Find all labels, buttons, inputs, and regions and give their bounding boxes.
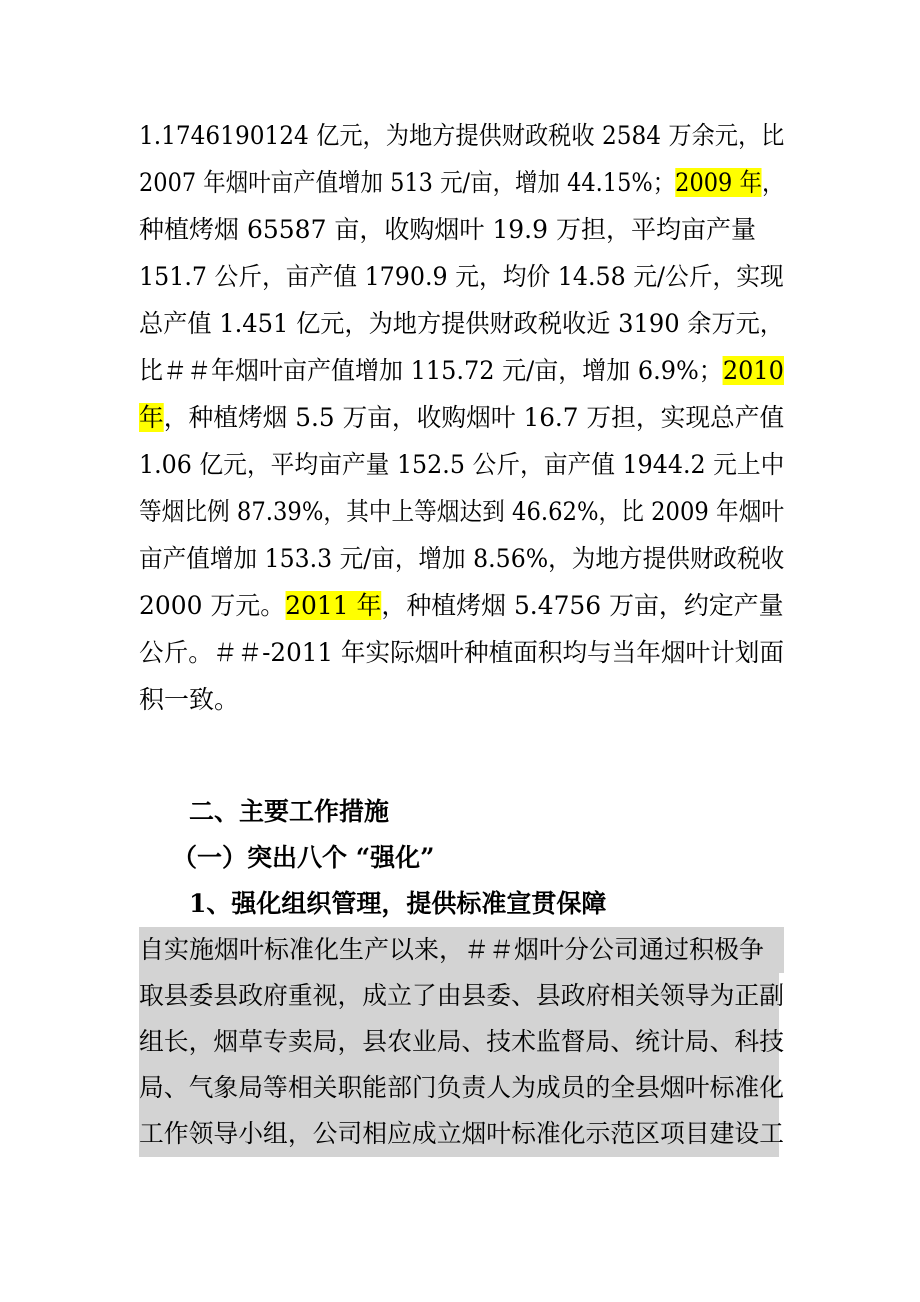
text-line [139,536,784,582]
shaded-text: 局、气象局等相关职能部门负责人为成员的全县烟叶标准化 [139,1065,779,1111]
highlighted-year: 年 [139,403,164,432]
text-segment: 等烟比例 87.39%，其中上等烟达到 46.62%，比 2009 年烟叶 [139,497,785,526]
item-heading: 1、强化组织管理，提供标准宣贯保障 [189,889,607,918]
text-segment: ， [761,168,785,197]
text-line [139,1111,785,1157]
text-line [139,1019,785,1065]
highlighted-year: 2009 年 [675,168,762,197]
text-segment: ，种植烤烟 5.4756 万亩，约定产量 [381,591,784,620]
highlighted-year: 2011 年 [285,591,382,620]
text-segment: 种植烤烟 65587 亩，收购烟叶 19.9 万担，平均亩产量 [139,215,756,244]
text-segment: 公斤。＃＃-2011 年实际烟叶种植面积均与当年烟叶计划面 [139,638,785,667]
shaded-text: 组长，烟草专卖局，县农业局、技术监督局、统计局、科技 [139,1019,779,1065]
text-line [139,489,784,535]
section-heading: 二、主要工作措施 [189,797,390,826]
text-segment: ，种植烤烟 5.5 万亩，收购烟叶 16.7 万担，实现总产值 [163,403,785,432]
text-line [139,348,784,394]
shaded-text: 自实施烟叶标准化生产以来，＃＃烟叶分公司通过积极争 [139,927,784,973]
text-line [139,677,239,723]
text-line [139,207,756,253]
text-line [139,301,784,347]
text-line [139,395,784,441]
text-segment: 151.7 公斤，亩产值 1790.9 元，均价 14.58 元/公斤，实现 [139,262,784,291]
text-line [139,1065,785,1111]
shaded-text: 工作领导小组，公司相应成立烟叶标准化示范区项目建设工 [139,1111,779,1157]
text-line [139,113,784,159]
shaded-text: 取县委县政府重视，成立了由县委、县政府相关领导为正副 [139,973,779,1019]
text-line [139,927,784,973]
subsection-heading: （一）突出八个 “强化” [172,843,435,872]
text-segment: 1.1746190124 亿元，为地方提供财政税收 2584 万余元，比 [139,121,785,150]
text-line [139,442,784,488]
text-segment: 2007 年烟叶亩产值增加 513 元/亩，增加 44.15%； [139,168,676,197]
text-segment: 总产值 1.451 亿元，为地方提供财政税收近 3190 余万元， [139,309,784,338]
text-segment: 积一致。 [139,685,240,714]
text-line [139,583,784,629]
text-segment: 比＃＃年烟叶亩产值增加 115.72 元/亩，增加 6.9%； [139,356,723,385]
text-line [139,630,784,676]
text-line [139,254,784,300]
text-line [139,160,784,206]
text-line [139,973,785,1019]
text-segment: 2000 万元。 [139,591,286,620]
highlighted-year: 2010 [722,356,784,385]
text-segment: 1.06 亿元，平均亩产量 152.5 公斤，亩产值 1944.2 元上中 [139,450,785,479]
text-segment: 亩产值增加 153.3 元/亩，增加 8.56%，为地方提供财政税收 [139,544,785,573]
